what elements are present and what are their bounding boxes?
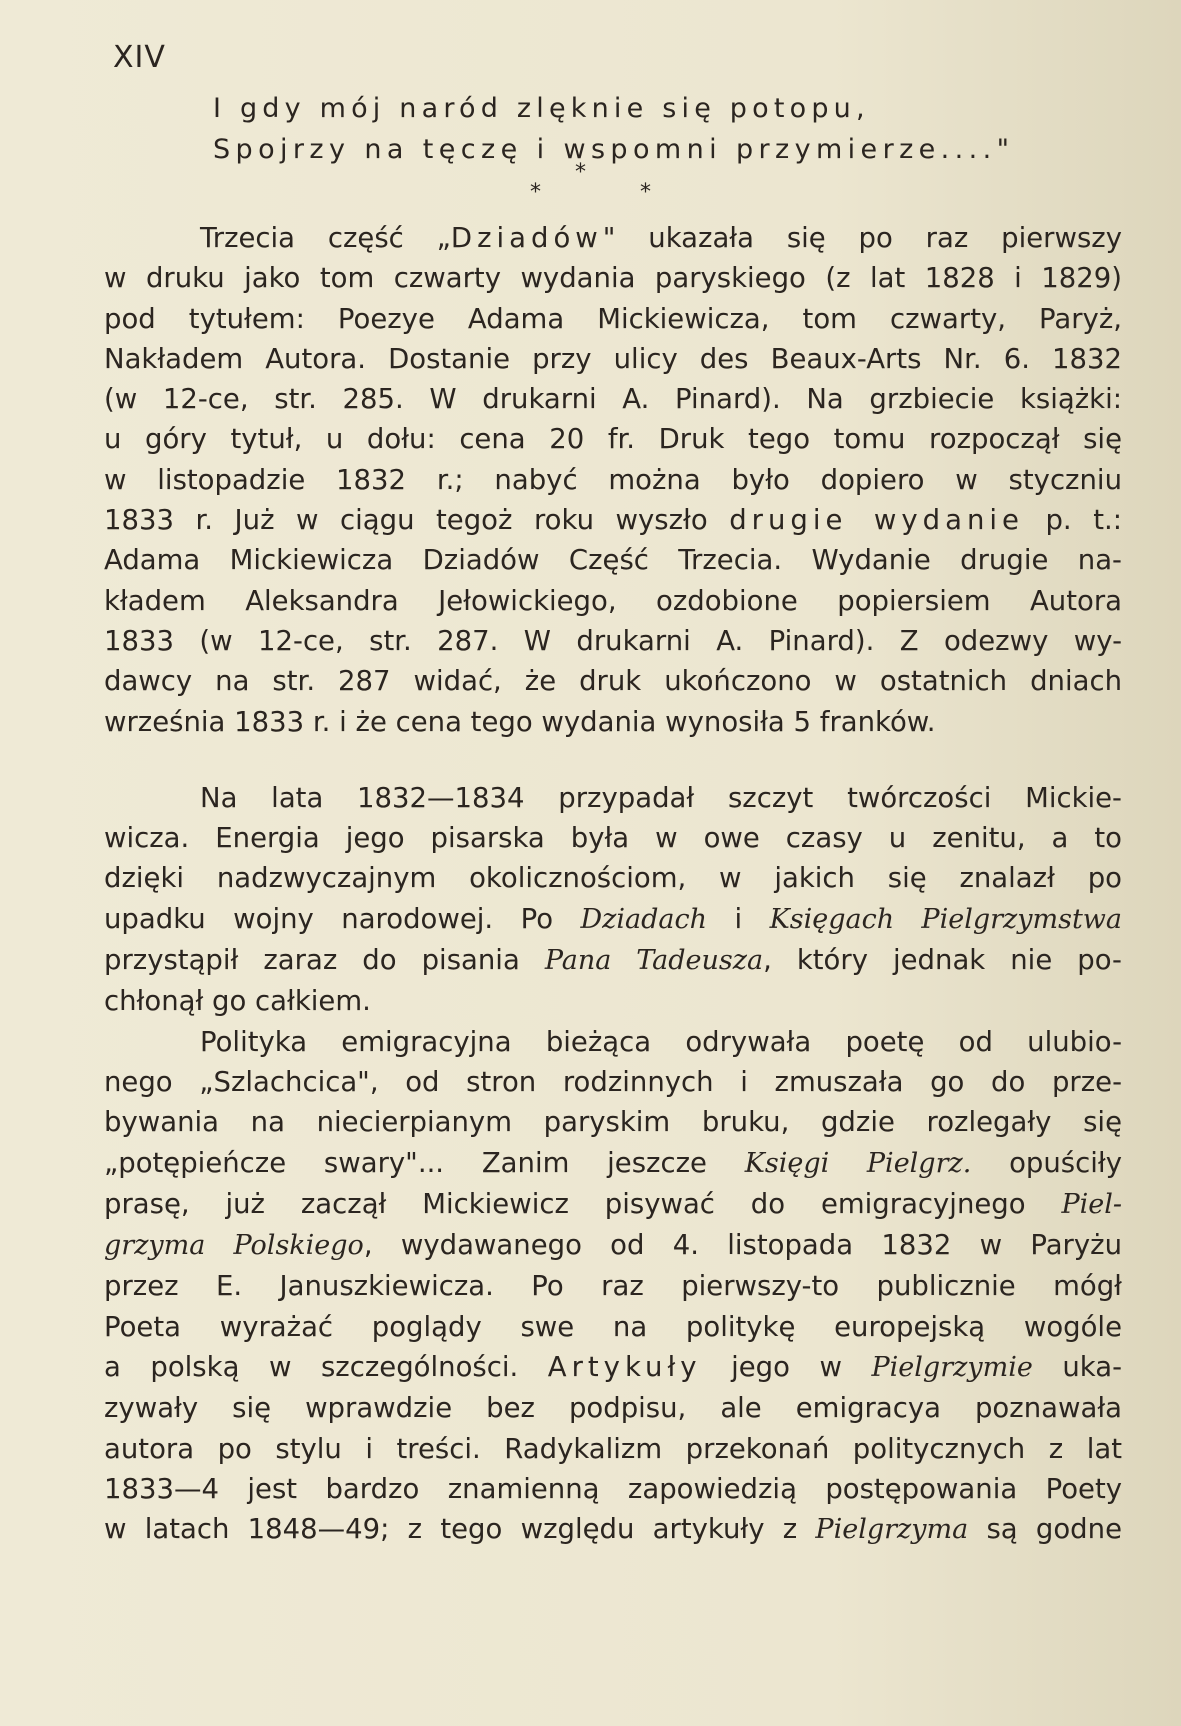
text-line: pod tytułem: Poezye Adama Mickiewicza, tom czwarty, Paryż, <box>104 302 1122 335</box>
verse-quote <box>213 88 1014 170</box>
text-line: przez E. Januszkiewicza. Po raz pierwszy-to publicznie mógł <box>104 1270 1122 1303</box>
text-line: Polityka emigracyjna bieżąca odrywała poetę od ulubio- <box>200 1025 1122 1058</box>
page-number: XIV <box>113 40 166 75</box>
text-line: w listopadzie 1832 r.; nabyć można było dopiero w styczniu <box>104 463 1122 496</box>
paragraph-2 <box>104 778 1122 1022</box>
text-line: prasę, już zaczął Mickiewicz pisywać do emigracyjnego Piel- <box>104 1187 1122 1220</box>
italic-title: grzyma Polskiego <box>104 1230 364 1262</box>
verse-line-1: I gdy mój naród zlęknie się potopu, <box>213 93 870 124</box>
text-line: Na lata 1832—1834 przypadał szczyt twórczości Mickie- <box>200 781 1122 814</box>
text-line: przystąpił zaraz do pisania Pana Tadeusza, który jednak nie po- <box>104 944 1122 977</box>
text-line: (w 12-ce, str. 285. W drukarni A. Pinard). Na grzbiecie książki: <box>104 383 1122 416</box>
text-line: dzięki nadzwyczajnym okolicznościom, w jakich się znalazł po <box>104 862 1122 895</box>
text-line: 1833—4 jest bardzo znamienną zapowiedzią postępowania Poety <box>104 1472 1122 1505</box>
separator-star: * <box>575 160 586 185</box>
text-line: dawcy na str. 287 widać, że druk ukończono w ostatnich dniach <box>104 665 1122 698</box>
separator-star: * <box>640 180 651 205</box>
text-line: „potępieńcze swary"... Zanim jeszcze Księgi Pielgrz. opuściły <box>104 1146 1122 1179</box>
text-line: Poeta wyrażać poglądy swe na politykę europejską wogóle <box>104 1310 1122 1343</box>
separator-star: * <box>530 180 541 205</box>
text-line: 1833 (w 12-ce, str. 287. W drukarni A. Pinard). Z odezwy wy- <box>104 624 1122 657</box>
text-line: autora po stylu i treści. Radykalizm przekonań politycznych z lat <box>104 1432 1122 1465</box>
text-line: września 1833 r. i że cena tego wydania wynosiła 5 franków. <box>104 705 936 738</box>
italic-title: Pana Tadeusza <box>544 945 764 977</box>
text-line: bywania na niecierpianym paryskim bruku, gdzie rozlegały się <box>104 1106 1122 1139</box>
text-line: 1833 r. Już w ciągu tegoż roku wyszło drugie wydanie p. t.: <box>104 504 1122 537</box>
emphasized-title: Dziadów <box>450 222 603 254</box>
text-line: u góry tytuł, u dołu: cena 20 fr. Druk tego tomu rozpoczął się <box>104 423 1122 456</box>
body-text <box>104 218 1122 1551</box>
italic-title: Pielgrzymie <box>871 1352 1033 1384</box>
italic-title: Księgach Pielgrzymstwa <box>769 903 1123 935</box>
verse-line-2: Spojrzy na tęczę i wspomni przymierze...." <box>213 134 1015 165</box>
text-line: nego „Szlachcica", od stron rodzinnych i zmuszała go do prze- <box>104 1065 1122 1098</box>
paragraph-3 <box>104 1022 1122 1551</box>
text-line: kładem Aleksandra Jełowickiego, ozdobione popiersiem Autora <box>104 584 1122 617</box>
emphasized-text: drugie wydanie <box>729 504 1024 537</box>
paragraph-1 <box>104 218 1122 742</box>
italic-title: Piel- <box>1061 1188 1122 1220</box>
text-line: w latach 1848—49; z tego względu artykuły z Pielgrzyma są godne <box>104 1513 1122 1546</box>
text-line: grzyma Polskiego, wydawanego od 4. listopada 1832 w Paryżu <box>104 1229 1122 1262</box>
text-line: a polską w szczególności. Artykuły jego w Pielgrzymie uka- <box>104 1351 1122 1384</box>
text-line: chłonął go całkiem. <box>104 985 371 1018</box>
text-line: wicza. Energia jego pisarska była w owe czasy u zenitu, a to <box>104 822 1122 855</box>
text-line: zywały się wprawdzie bez podpisu, ale emigracya poznawała <box>104 1392 1122 1425</box>
text-line: Trzecia część „Dziadów" ukazała się po raz pierwszy <box>200 222 1122 254</box>
text-line: Nakładem Autora. Dostanie przy ulicy des Beaux-Arts Nr. 6. 1832 <box>104 342 1122 375</box>
italic-title: Dziadach <box>580 903 708 935</box>
section-separator <box>0 160 1181 218</box>
italic-title: Księgi Pielgrz. <box>744 1147 972 1179</box>
text-line: Adama Mickiewicza Dziadów Część Trzecia. Wydanie drugie na- <box>104 544 1122 577</box>
emphasized-text: Artykuły <box>547 1351 702 1384</box>
text-line: w druku jako tom czwarty wydania paryskiego (z lat 1828 i 1829) <box>104 262 1122 295</box>
text-line: upadku wojny narodowej. Po Dziadach i Księgach Pielgrzymstwa <box>104 902 1123 935</box>
paragraph-gap <box>104 742 1122 778</box>
italic-title: Pielgrzyma <box>815 1514 969 1546</box>
